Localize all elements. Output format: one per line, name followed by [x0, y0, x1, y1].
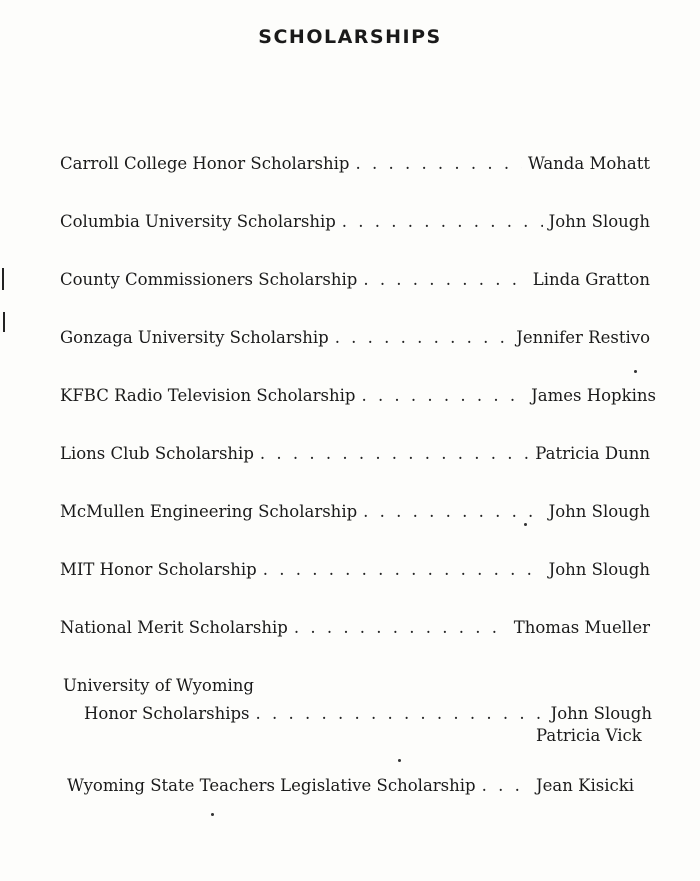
dot-leader: [335, 326, 511, 350]
dot-leader: [294, 616, 508, 640]
scholarship-recipient: Linda Gratton: [532, 270, 650, 289]
scholarship-entry: [60, 210, 650, 234]
dot-leader: [256, 702, 545, 726]
scan-speck: [211, 813, 214, 816]
scholarship-entry: [60, 616, 650, 640]
scholarship-entry: [60, 558, 650, 582]
dot-leader: [355, 152, 521, 176]
scholarship-name: Lions Club Scholarship: [60, 444, 254, 463]
scholarship-entry: [60, 384, 656, 408]
scholarship-recipient: Patricia Dunn: [535, 444, 650, 463]
scholarship-name-line1: University of Wyoming: [63, 676, 254, 695]
dot-leader: [363, 500, 542, 524]
scholarship-name: National Merit Scholarship: [60, 618, 288, 637]
scholarship-entry: [60, 442, 650, 466]
scholarship-name: Columbia University Scholarship: [60, 212, 336, 231]
scholarship-entry: [60, 152, 650, 176]
scholarship-recipient: John Slough: [548, 502, 650, 521]
scholarship-recipient: Jean Kisicki: [536, 776, 634, 795]
dot-leader: [363, 268, 526, 292]
scholarship-recipient: Jennifer Restivo: [516, 328, 650, 347]
scholarship-name: MIT Honor Scholarship: [60, 560, 257, 579]
scholarship-recipient: Patricia Vick: [536, 726, 642, 745]
scholarship-name: KFBC Radio Television Scholarship: [60, 386, 356, 405]
scholarship-recipient: John Slough: [548, 212, 650, 231]
dot-leader: [361, 384, 525, 408]
dot-leader: [263, 558, 543, 582]
scholarship-entry: [60, 326, 650, 350]
scholarship-recipient: Wanda Mohatt: [527, 154, 650, 173]
scholarship-name: Carroll College Honor Scholarship: [60, 154, 350, 173]
scholarship-recipient: John Slough: [548, 560, 650, 579]
scholarship-entry: [67, 774, 634, 798]
dot-leader: [342, 210, 543, 234]
scholarship-name: Gonzaga University Scholarship: [60, 328, 329, 347]
scholarship-entry: [60, 500, 650, 524]
scholarship-name: Wyoming State Teachers Legislative Scholarship: [67, 776, 476, 795]
scholarship-name: Honor Scholarships: [84, 704, 250, 723]
page-title: SCHOLARSHIPS: [258, 26, 442, 48]
scholarship-recipient: John Slough: [550, 704, 652, 723]
scholarship-entry: [60, 268, 650, 292]
scholarship-entry: [84, 702, 652, 726]
scholarship-recipient: Thomas Mueller: [513, 618, 650, 637]
scan-mark: [2, 268, 4, 290]
scholarship-recipient: James Hopkins: [531, 386, 656, 405]
scan-speck: [524, 523, 527, 526]
scholarship-name: County Commissioners Scholarship: [60, 270, 358, 289]
dot-leader: [260, 442, 529, 466]
scan-speck: [398, 759, 401, 762]
scholarship-name: McMullen Engineering Scholarship: [60, 502, 358, 521]
dot-leader: [482, 774, 530, 798]
scan-speck: [634, 370, 637, 373]
scan-mark: [3, 312, 5, 332]
